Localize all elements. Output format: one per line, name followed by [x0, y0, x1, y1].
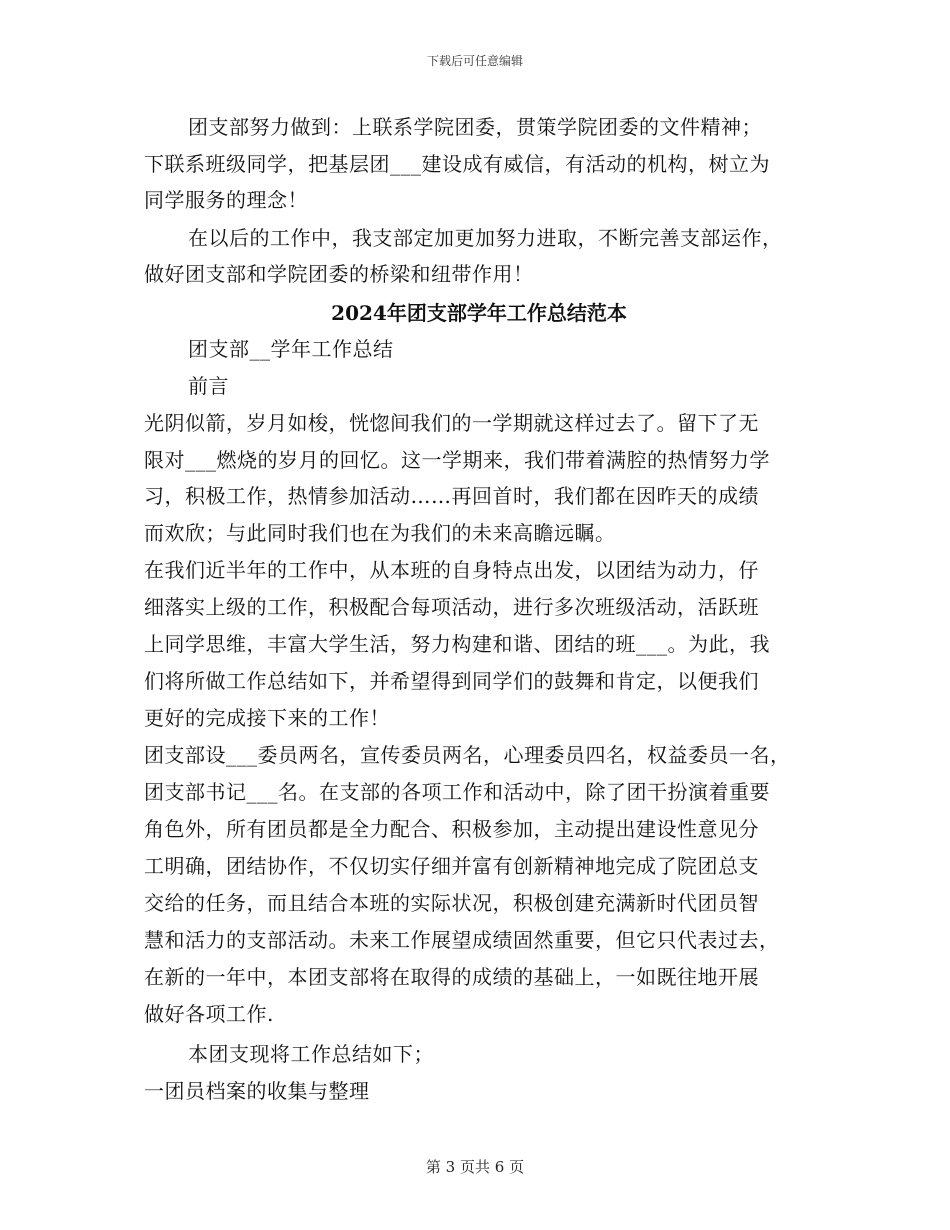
paragraph-line: 光阴似箭，岁月如梭，恍惚间我们的一学期就这样过去了。留下了无 [144, 411, 759, 435]
paragraph-line: 在以后的工作中，我支部定加更加努力进取，不断完善支部运作， [188, 226, 783, 250]
paragraph-line: 做好各项工作. [144, 1002, 274, 1026]
paragraph-line: 在新的一年中，本团支部将在取得的成绩的基础上，一如既往地开展 [144, 965, 759, 989]
paragraph-line: 团支部努力做到：上联系学院团委，贯策学院团委的文件精神； [188, 115, 762, 139]
paragraph-line: 团支部书记___名。在支部的各项工作和活动中，除了团干扮演着重要 [144, 780, 770, 804]
paragraph-line: 上同学思维，丰富大学生活，努力构建和谐、团结的班___。为此，我 [144, 632, 770, 656]
paragraph-line: 习，积极工作，热情参加活动……再回首时，我们都在因昨天的成绩 [144, 484, 759, 508]
paragraph-line: 在我们近半年的工作中，从本班的自身特点出发，以团结为动力，仔 [144, 558, 759, 582]
paragraph-line: 工明确，团结协作，不仅切实仔细并富有创新精神地完成了院团总支 [144, 854, 759, 878]
paragraph-line: 做好团支部和学院团委的桥梁和纽带作用！ [144, 262, 534, 286]
paragraph-line: 限对___燃烧的岁月的回忆。这一学期来，我们带着满腔的热情努力学 [144, 448, 770, 472]
paragraph-line: 细落实上级的工作，积极配合每项活动，进行多次班级活动，活跃班 [144, 595, 759, 619]
paragraph-line: 们将所做工作总结如下，并希望得到同学们的鼓舞和肯定，以便我们 [144, 669, 759, 693]
paragraph-line: 团支部__学年工作总结 [188, 337, 394, 361]
paragraph-line: 团支部设___委员两名，宣传委员两名，心理委员四名，权益委员一名， [144, 743, 791, 767]
paragraph-line: 同学服务的理念！ [144, 188, 308, 212]
paragraph-line: 下联系班级同学，把基层团___建设成有威信，有活动的机构，树立为 [144, 152, 770, 176]
paragraph-line: 慧和活力的支部活动。未来工作展望成绩固然重要，但它只代表过去， [144, 928, 780, 952]
paragraph-line: 而欢欣；与此同时我们也在为我们的未来高瞻远瞩。 [144, 521, 616, 545]
paragraph-line: 前言 [188, 374, 229, 398]
section-title: 2024年团支部学年工作总结范本 [331, 301, 627, 325]
page-header: 下载后可任意编辑 [426, 54, 523, 68]
paragraph-line: 本团支现将工作总结如下； [188, 1042, 434, 1066]
paragraph-line: 一团员档案的收集与整理 [144, 1079, 370, 1103]
paragraph-line: 更好的完成接下来的工作！ [144, 706, 390, 730]
page-footer: 第 3 页共 6 页 [425, 1158, 525, 1176]
paragraph-line: 角色外，所有团员都是全力配合、积极参加，主动提出建设性意见分 [144, 817, 759, 841]
paragraph-line: 交给的任务，而且结合本班的实际状况，积极创建充满新时代团员智 [144, 891, 759, 915]
